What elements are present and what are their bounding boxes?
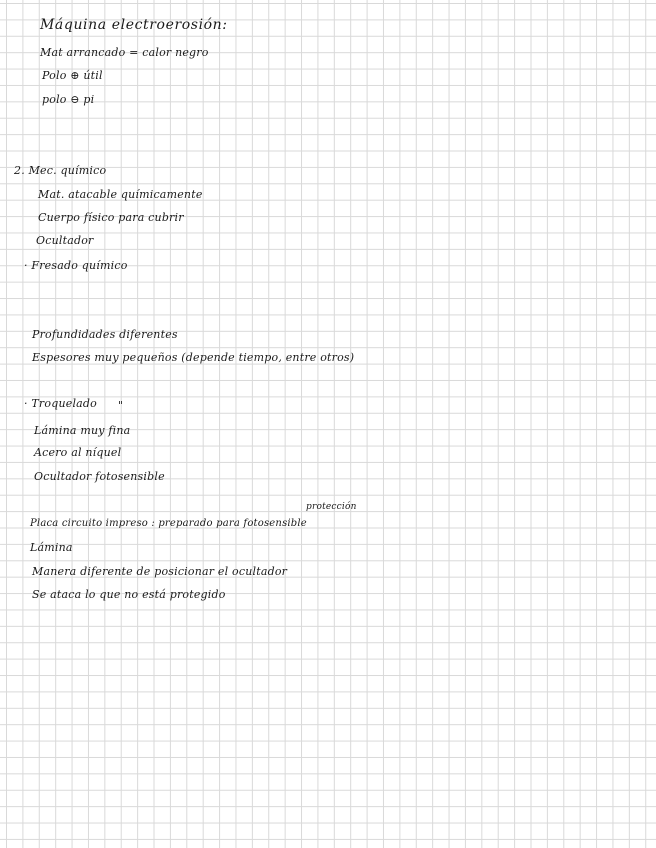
- note-line: Ocultador: [36, 234, 94, 247]
- page-title: Máquina electroerosión:: [40, 17, 228, 33]
- note-line: Cuerpo físico para cubrir: [38, 211, 184, 224]
- note-line: · Fresado químico: [24, 259, 128, 272]
- note-line: Lámina muy fina: [34, 424, 131, 437]
- note-line: polo ⊖ pi: [42, 93, 95, 106]
- note-line: Ocultador fotosensible: [34, 470, 165, 483]
- note-line: Se ataca lo que no está protegido: [32, 588, 226, 601]
- note-line: Espesores muy pequeños (depende tiempo, entre otros): [32, 351, 355, 364]
- note-line: Manera diferente de posicionar el ocultador: [32, 565, 288, 578]
- annotation-note: protección: [306, 502, 357, 512]
- ditto-mark: ": [118, 399, 124, 412]
- note-line: Acero al níquel: [34, 446, 122, 459]
- note-line: Lámina: [30, 541, 73, 554]
- note-line: Mat. atacable químicamente: [38, 188, 203, 201]
- note-line: Mat arrancado = calor negro: [40, 46, 209, 59]
- note-line: Placa circuito impreso : preparado para fotosensible: [30, 518, 307, 529]
- note-line: Profundidades diferentes: [32, 328, 178, 341]
- section-heading: 2. Mec. químico: [14, 164, 107, 177]
- section-heading: · Troquelado: [24, 397, 97, 410]
- note-line: Polo ⊕ útil: [42, 69, 103, 82]
